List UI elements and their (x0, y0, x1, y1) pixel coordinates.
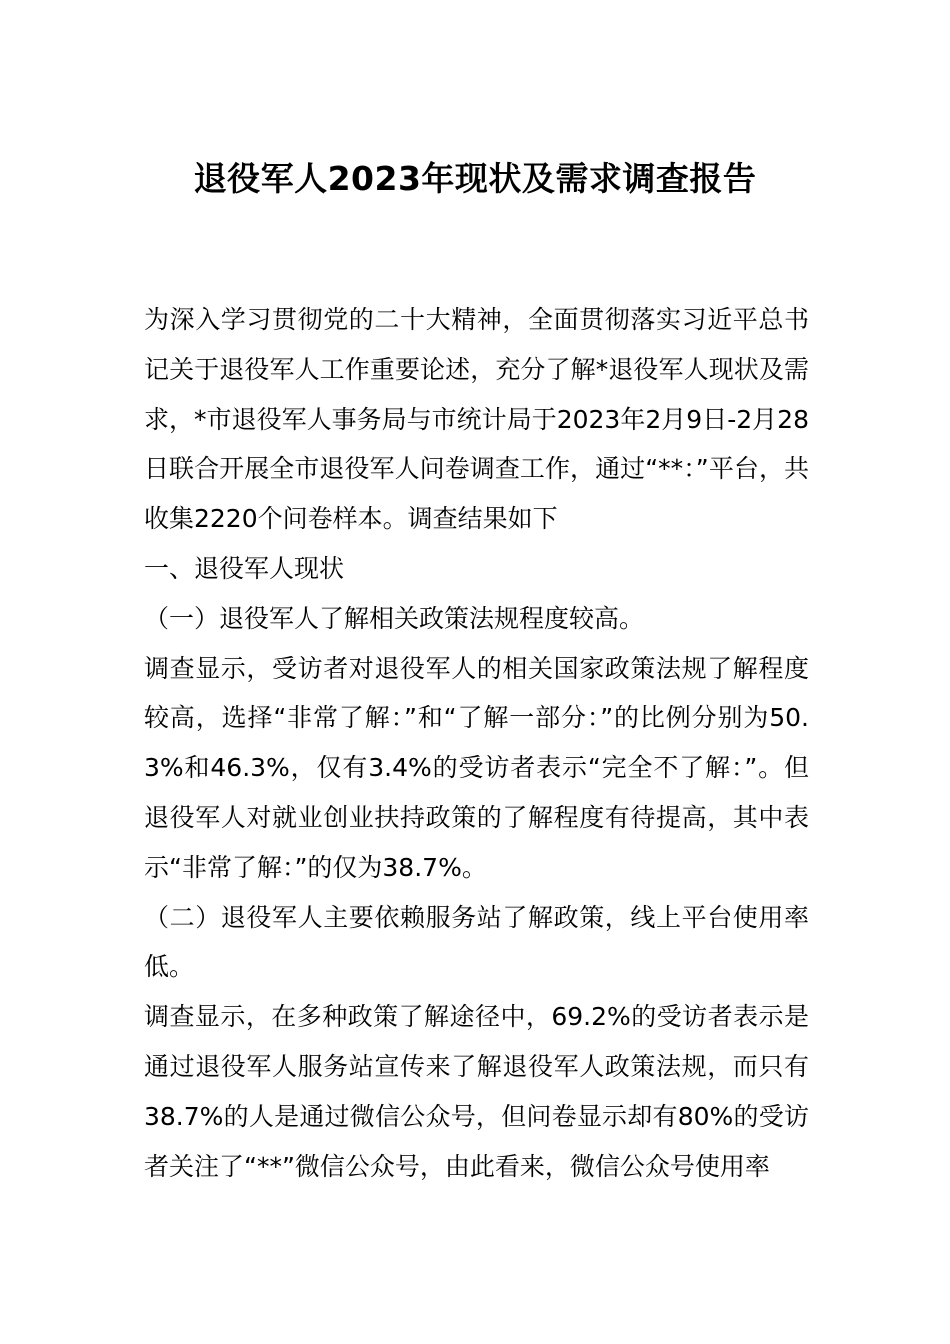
intro-paragraph: 为深入学习贯彻党的二十大精神，全面贯彻落实习近平总书记关于退役军人工作重要论述，充分了解*退役军人现状及需求，*市退役军人事务局与市统计局于2023年2月9日-2月28日联合开展全市退役军人问卷调查工作，通过“**：”平台，共收集2220个问卷样本。调查结果如下 (144, 305, 809, 534)
body-paragraph: 调查显示，受访者对退役军人的相关国家政策法规了解程度较高，选择“非常了解：”和“了解一部分：”的比例分别为50.3%和46.3%，仅有3.4%的受访者表示“完全不了解：”。但退役军人对就业创业扶持政策的了解程度有待提高，其中表示“非常了解：”的仅为38.7%。 (144, 653, 809, 882)
body-paragraph: 调查显示，在多种政策了解途径中，69.2%的受访者表示是通过退役军人服务站宣传来了解退役军人政策法规，而只有38.7%的人是通过微信公众号，但问卷显示却有80%的受访者关注了“**”微信公众号，由此看来，微信公众号使用率 (144, 1002, 809, 1181)
subsection-heading: （一）退役军人了解相关政策法规程度较高。 (144, 603, 645, 633)
section-heading: 一、退役军人现状 (144, 553, 345, 583)
document-title: 退役军人2023年现状及需求调查报告 (193, 159, 757, 198)
subsection-heading: （二）退役军人主要依赖服务站了解政策，线上平台使用率低。 (144, 902, 809, 982)
document-body (144, 295, 809, 1191)
